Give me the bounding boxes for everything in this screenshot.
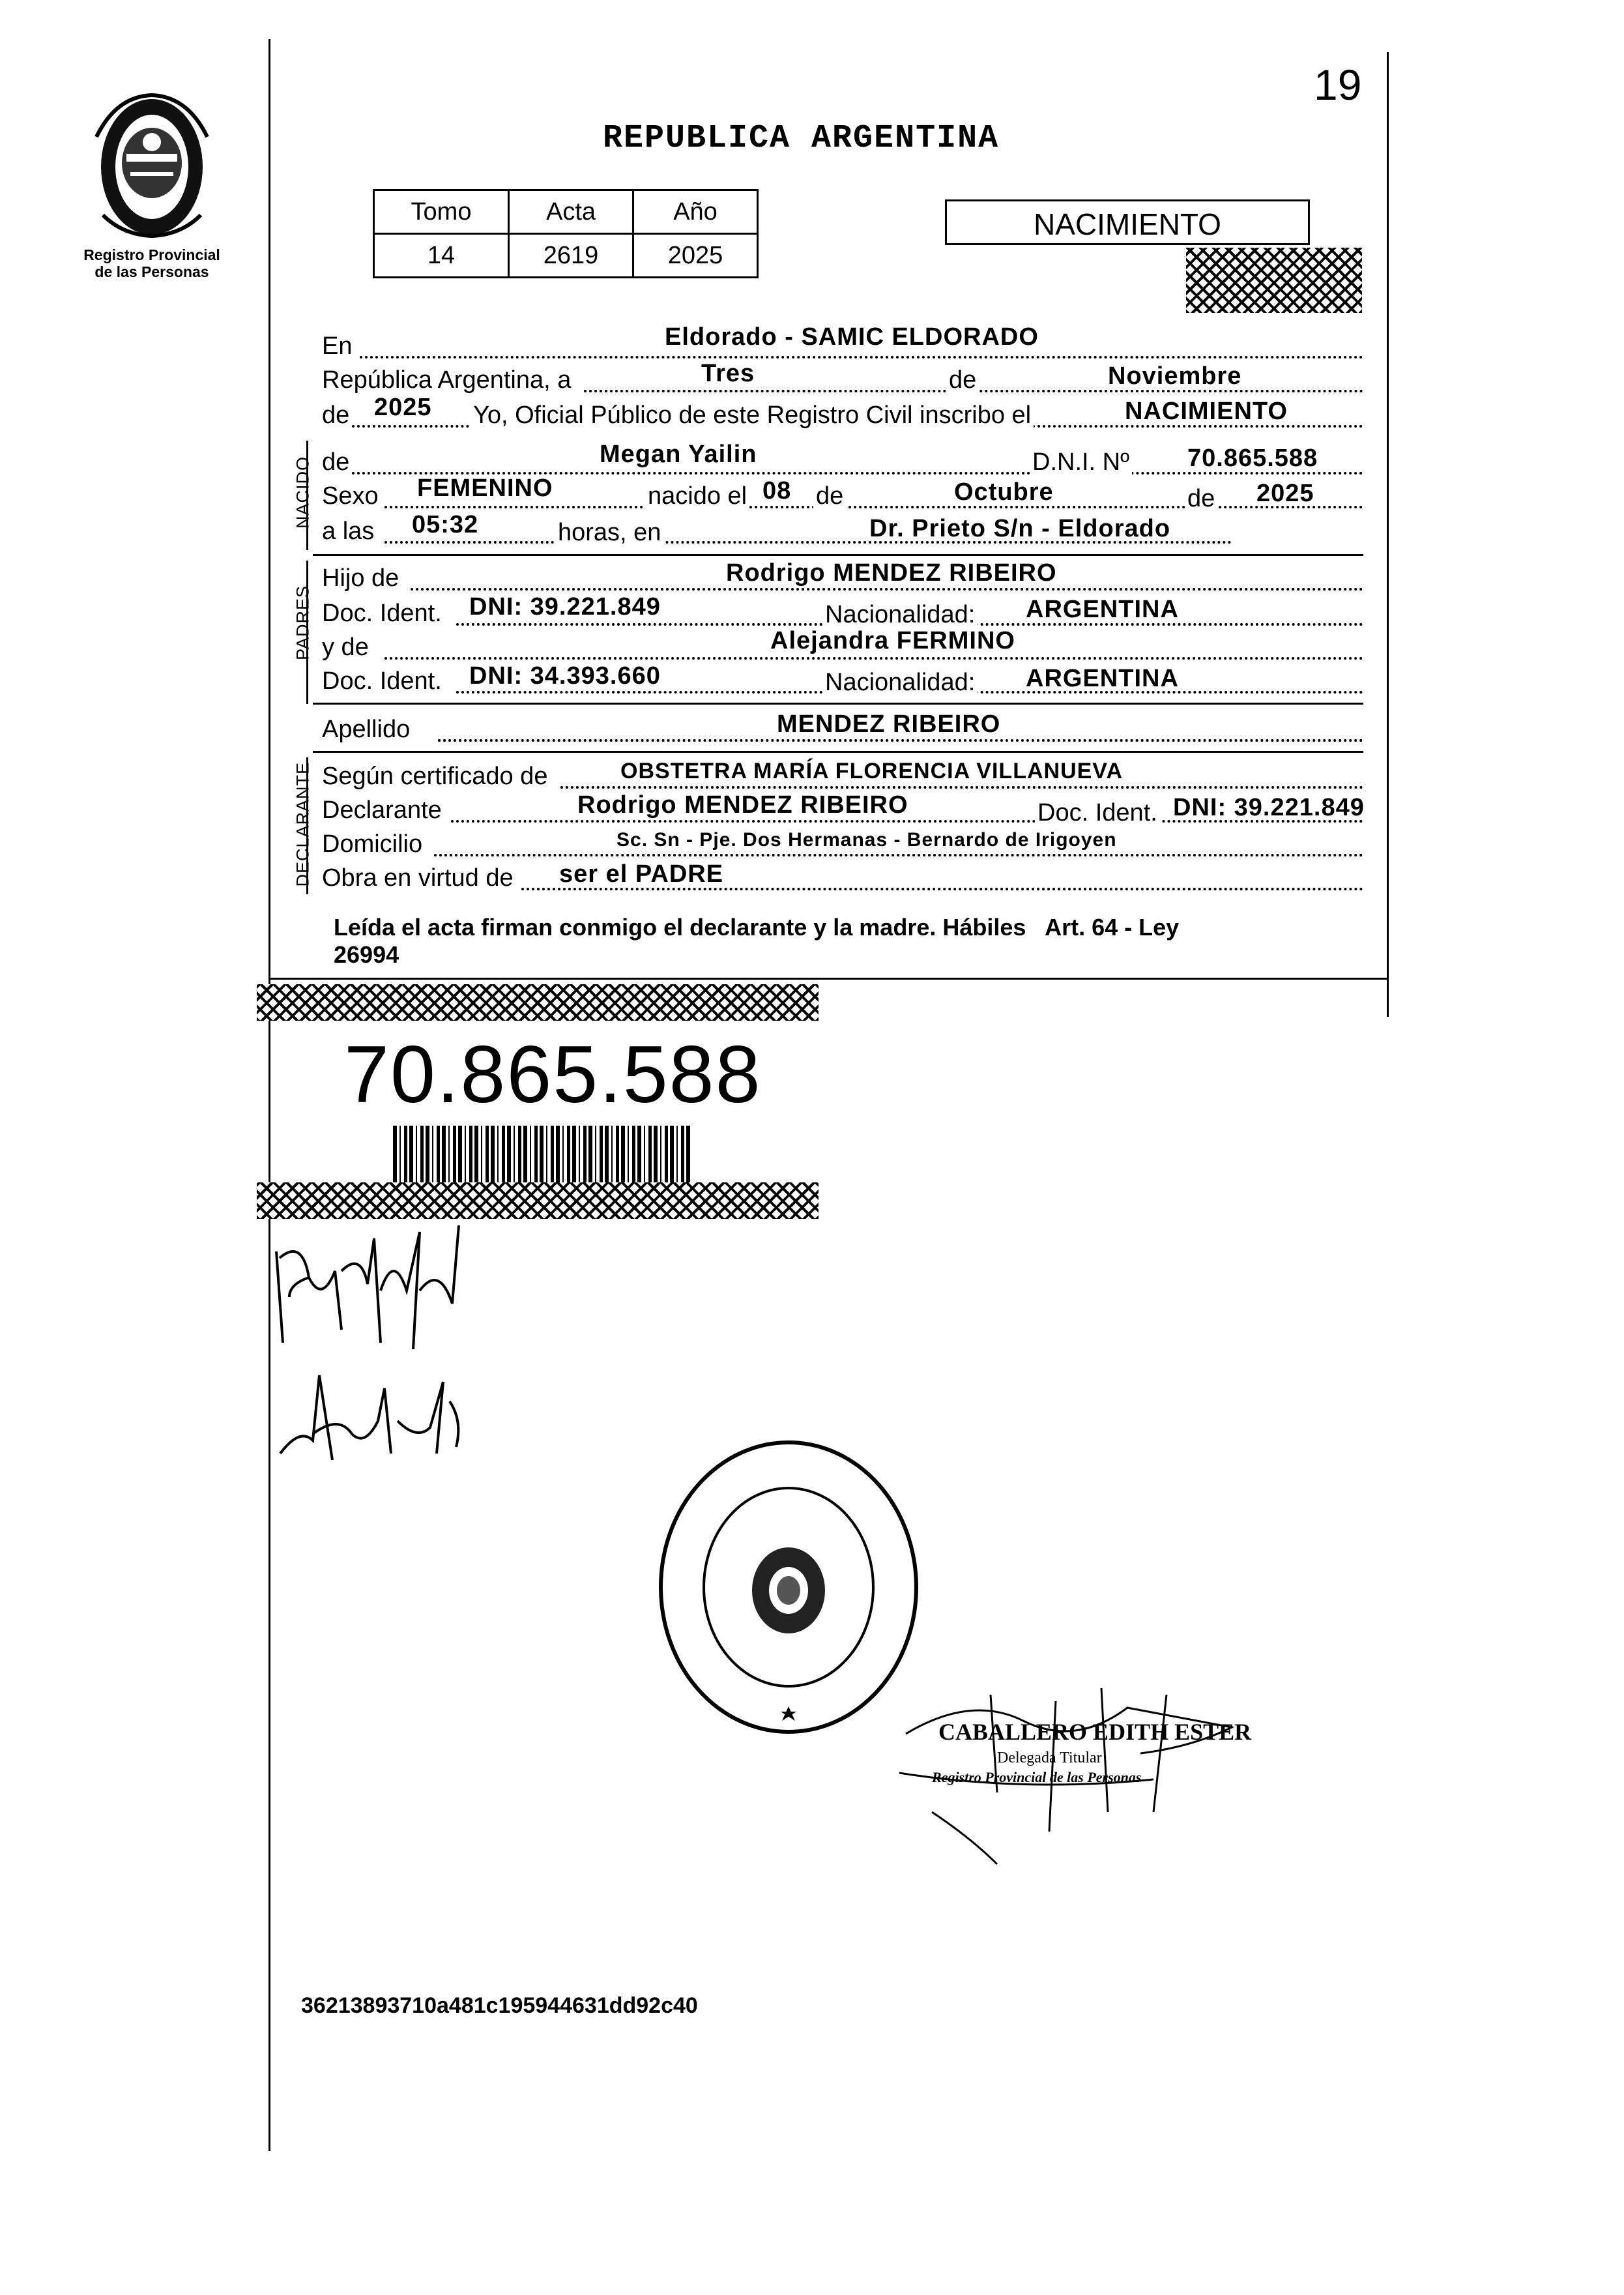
nacido-label: NACIDO bbox=[293, 456, 313, 529]
closing-line-2: 26994 bbox=[334, 941, 399, 968]
mother-name: Alejandra FERMINO bbox=[770, 627, 1015, 654]
closing-line-1: Leída el acta firman conmigo el declarante y la madre. Hábiles Art. 64 - Ley bbox=[334, 914, 1180, 941]
republica-label: República Argentina, a bbox=[322, 366, 572, 394]
child-dni: 70.865.588 bbox=[1187, 445, 1318, 472]
domicilio-value: Sc. Sn - Pje. Dos Hermanas - Bernardo de Irigoyen bbox=[616, 829, 1117, 851]
header-title: REPUBLICA ARGENTINA bbox=[603, 120, 1000, 157]
coat-of-arms-icon bbox=[83, 91, 220, 239]
header-acta: Acta bbox=[509, 190, 633, 234]
birth-day: 08 bbox=[762, 477, 792, 504]
birth-month: Octubre bbox=[954, 478, 1054, 506]
security-pattern-top bbox=[1186, 248, 1362, 313]
dom-label: Domicilio bbox=[322, 830, 423, 858]
year-value: 2025 bbox=[374, 394, 432, 421]
father-doc: DNI: 39.221.849 bbox=[469, 593, 661, 621]
dots bbox=[411, 588, 1363, 591]
dots bbox=[434, 854, 1363, 856]
en-label: En bbox=[322, 332, 353, 360]
dots bbox=[360, 356, 1363, 358]
apellido-label: Apellido bbox=[322, 716, 411, 743]
decl-name: Rodrigo MENDEZ RIBEIRO bbox=[577, 791, 908, 819]
yde-label: y de bbox=[322, 634, 369, 661]
birth-place: Dr. Prieto S/n - Eldorado bbox=[869, 515, 1171, 542]
declarante-label: DECLARANTE bbox=[293, 761, 313, 887]
mother-doc: DNI: 34.393.660 bbox=[469, 662, 661, 690]
hijo-label: Hijo de bbox=[322, 564, 399, 592]
official-name: CABALLERO EDITH ESTER bbox=[938, 1719, 1252, 1745]
oficial-text: Yo, Oficial Público de este Registro Civil inscribo el bbox=[471, 402, 1034, 430]
apellido-value: MENDEZ RIBEIRO bbox=[777, 710, 1001, 738]
nac-label: Nacionalidad: bbox=[822, 601, 978, 629]
decl-doc: DNI: 39.221.849 bbox=[1173, 794, 1365, 821]
header-anio: Año bbox=[633, 190, 758, 234]
sexo-value: FEMENINO bbox=[417, 475, 553, 502]
cert-label: Según certificado de bbox=[322, 763, 548, 790]
cert-value: OBSTETRA MARÍA FLORENCIA VILLANUEVA bbox=[620, 759, 1124, 783]
official-office: Registro Provincial de las Personas bbox=[932, 1769, 1142, 1785]
place-value: Eldorado - SAMIC ELDORADO bbox=[665, 323, 1039, 351]
nac-label: Nacionalidad: bbox=[822, 669, 978, 697]
document-hash: 36213893710a481c195944631dd92c40 bbox=[301, 1993, 698, 2018]
logo-label-2: de las Personas bbox=[94, 263, 209, 280]
act-type-label: NACIMIENTO bbox=[1034, 207, 1221, 241]
value-anio: 2025 bbox=[633, 234, 758, 278]
de-label: de bbox=[946, 366, 979, 394]
section-divider bbox=[313, 703, 1363, 705]
dots bbox=[384, 657, 1363, 660]
barcode bbox=[393, 1126, 693, 1188]
decl-doc-label: Doc. Ident. bbox=[1035, 799, 1160, 827]
mother-signature bbox=[274, 1362, 469, 1473]
handwritten-signature-icon bbox=[263, 1212, 485, 1362]
bottom-border bbox=[268, 978, 1389, 980]
security-strip-top bbox=[257, 984, 819, 1021]
value-acta: 2619 bbox=[509, 234, 633, 278]
padres-label: PADRES bbox=[293, 585, 313, 661]
dni-label: D.N.I. Nº bbox=[1030, 448, 1132, 476]
logo-label-1: Registro Provincial bbox=[83, 246, 220, 263]
de-label: de bbox=[322, 448, 350, 476]
obra-value: ser el PADRE bbox=[559, 860, 724, 888]
a-las-label: a las bbox=[322, 518, 375, 545]
page-number: 19 bbox=[1314, 61, 1362, 109]
official-role: Delegada Titular bbox=[997, 1749, 1102, 1766]
birth-year: 2025 bbox=[1256, 480, 1314, 507]
registry-table bbox=[373, 189, 759, 278]
dots bbox=[438, 739, 1363, 742]
doc-label: Doc. Ident. bbox=[322, 600, 442, 627]
de-label-2: de bbox=[813, 482, 846, 510]
de-year-label: de bbox=[322, 402, 350, 429]
sexo-label: Sexo bbox=[322, 482, 379, 510]
section-divider bbox=[313, 554, 1363, 556]
left-margin-line bbox=[268, 39, 270, 2151]
act-word: NACIMIENTO bbox=[1125, 398, 1288, 425]
province-logo bbox=[83, 91, 220, 239]
father-nationality: ARGENTINA bbox=[1026, 596, 1179, 623]
nacido-el-label: nacido el bbox=[645, 482, 749, 510]
act-type-box bbox=[945, 199, 1310, 245]
father-name: Rodrigo MENDEZ RIBEIRO bbox=[726, 559, 1057, 587]
right-margin-line bbox=[1387, 52, 1389, 1017]
value-tomo: 14 bbox=[374, 234, 509, 278]
section-divider bbox=[313, 751, 1363, 753]
handwritten-signature-icon bbox=[274, 1362, 469, 1473]
doc-label: Doc. Ident. bbox=[322, 667, 442, 695]
declarant-signature bbox=[263, 1212, 485, 1362]
registry-stamp-icon bbox=[652, 1434, 925, 1740]
day-word: Tres bbox=[701, 360, 755, 387]
official-stamp bbox=[652, 1434, 925, 1740]
mother-nationality: ARGENTINA bbox=[1026, 665, 1179, 692]
month-value: Noviembre bbox=[1108, 362, 1242, 390]
obra-label: Obra en virtud de bbox=[322, 864, 514, 892]
header-tomo: Tomo bbox=[374, 190, 509, 234]
horas-label: horas, en bbox=[555, 519, 663, 547]
decl-label: Declarante bbox=[322, 797, 442, 824]
dots bbox=[560, 786, 1363, 789]
de-label-3: de bbox=[1185, 485, 1217, 513]
child-name: Megan Yailin bbox=[600, 441, 757, 468]
dni-big-number: 70.865.588 bbox=[344, 1030, 762, 1120]
birth-time: 05:32 bbox=[412, 511, 479, 538]
